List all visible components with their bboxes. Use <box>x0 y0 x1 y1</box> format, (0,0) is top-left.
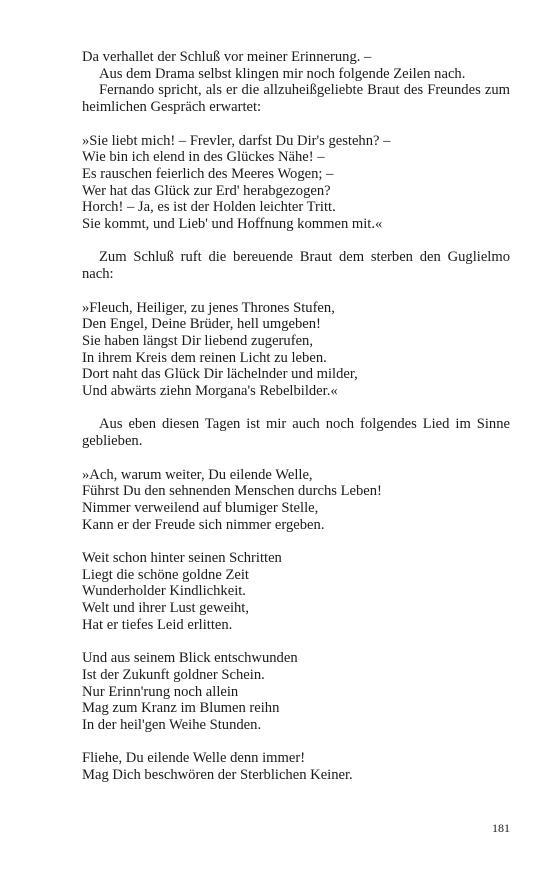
verse-line: Hat er tiefes Leid erlitten. <box>82 616 233 633</box>
paragraph-3: Fernando spricht, als er die allzuheißgeliebte Braut des Freundes zum heimlichen Gespräch erwartet: <box>82 82 510 116</box>
verse-line: Welt und ihrer Lust geweiht, <box>82 600 250 617</box>
verse-line: Dort naht das Glück Dir lächelnder und milder, <box>82 366 358 383</box>
verse-line: Wunderholder Kindlichkeit. <box>82 583 246 600</box>
page-body <box>82 49 510 784</box>
spacer <box>82 116 510 133</box>
spacer <box>82 450 510 467</box>
poem-stanza-4 <box>82 750 510 783</box>
verse-line: »Sie liebt mich! – Frevler, darfst Du Dir's gestehn? – <box>82 132 391 149</box>
verse-braut <box>82 300 510 400</box>
spacer <box>82 634 510 651</box>
poem-stanza-2 <box>82 550 510 634</box>
spacer <box>82 233 510 250</box>
verse-line: In ihrem Kreis dem reinen Licht zu leben. <box>82 349 327 366</box>
spacer <box>82 734 510 751</box>
paragraph-5: Aus eben diesen Tagen ist mir auch noch folgendes Lied im Sinne geblieben. <box>82 416 510 450</box>
verse-line: Sie kommt, und Lieb' und Hoffnung kommen mit.« <box>82 216 383 233</box>
verse-line: »Ach, warum weiter, Du eilende Welle, <box>82 466 313 483</box>
poem-stanza-3 <box>82 650 510 734</box>
verse-line: Kann er der Freude sich nimmer ergeben. <box>82 516 325 533</box>
page-number: 181 <box>492 821 510 835</box>
verse-line: Wer hat das Glück zur Erd' herabgezogen? <box>82 182 331 199</box>
spacer <box>82 533 510 550</box>
poem-stanza-1 <box>82 467 510 534</box>
spacer <box>82 400 510 417</box>
spacer <box>82 283 510 300</box>
verse-line: Wie bin ich elend in des Glückes Nähe! – <box>82 149 325 166</box>
paragraph-1: Da verhallet der Schluß vor meiner Erinnerung. – <box>82 49 372 65</box>
verse-line: Mag zum Kranz im Blumen reihn <box>82 700 280 717</box>
verse-line: Es rauschen feierlich des Meeres Wogen; – <box>82 165 334 182</box>
verse-line: Ist der Zukunft goldner Schein. <box>82 666 265 683</box>
paragraph-4: Zum Schluß ruft die bereuende Braut dem sterben den Guglielmo nach: <box>82 249 510 283</box>
verse-line: Mag Dich beschwören der Sterblichen Keiner. <box>82 767 353 784</box>
verse-line: In der heil'gen Weihe Stunden. <box>82 717 262 734</box>
verse-line: Und abwärts ziehn Morgana's Rebelbilder.« <box>82 383 338 400</box>
verse-fernando <box>82 133 510 233</box>
verse-line: Weit schon hinter seinen Schritten <box>82 550 282 566</box>
verse-line: Horch! – Ja, es ist der Holden leichter Tritt. <box>82 199 336 216</box>
verse-line: Den Engel, Deine Brüder, hell umgeben! <box>82 316 321 333</box>
verse-line: »Fleuch, Heiliger, zu jenes Thrones Stufen, <box>82 299 335 316</box>
verse-line: Nur Erinn'rung noch allein <box>82 683 239 700</box>
verse-line: Fliehe, Du eilende Welle denn immer! <box>82 750 306 767</box>
verse-line: Sie haben längst Dir liebend zugerufen, <box>82 332 313 349</box>
verse-line: Liegt die schöne goldne Zeit <box>82 566 249 583</box>
verse-line: Und aus seinem Blick entschwunden <box>82 650 298 667</box>
verse-line: Führst Du den sehnenden Menschen durchs Leben! <box>82 483 382 500</box>
paragraph-2: Aus dem Drama selbst klingen mir noch folgende Zeilen nach. <box>99 65 466 82</box>
verse-line: Nimmer verweilend auf blumiger Stelle, <box>82 499 319 516</box>
